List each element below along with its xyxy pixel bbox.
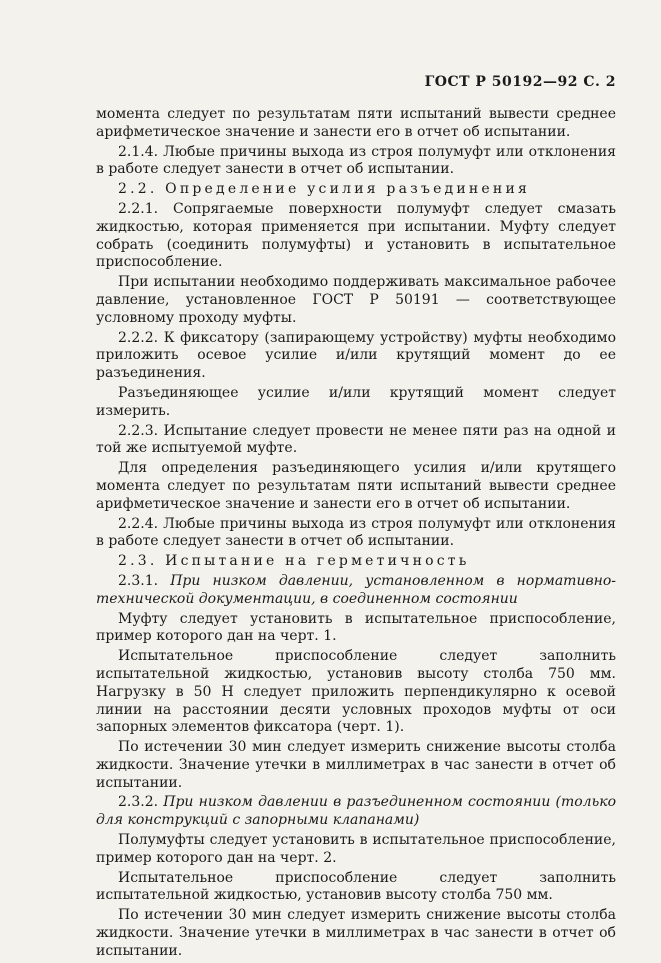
paragraph-fill-2: Испытательное приспособление следует заполнить испытательной жидкостью, установив высоту столба 750 мм. xyxy=(96,869,616,904)
paragraph-average: Для определения разъединяющего усилия и/или крутящего момента следует по результатам пяти испытаний вывести среднее арифметическое значение и занести его в отчет об испытании. xyxy=(96,460,616,512)
paragraph-leak-2: По истечении 30 мин следует измерить снижение высоты столба жидкости. Значение утечки в миллиметрах в час занести в отчет об испытании. xyxy=(96,907,616,959)
clause-2-3-2 xyxy=(96,794,616,830)
paragraph-measure: Разъединяющее усилие и/или крутящий момент следует измерить. xyxy=(96,384,616,419)
clause-2-3-1 xyxy=(96,573,616,609)
clause-number: 2.3.1. xyxy=(118,572,159,589)
paragraph-fill-1: Испытательное приспособление следует заполнить испытательной жидкостью, установив высоту столба 750 мм. Нагрузку в 50 Н следует приложить перпендикулярно к осевой линии на расстоянии десяти условных проходов муфты от оси запорных элементов фиксатора (черт. 1). xyxy=(96,648,616,736)
clause-title-italic: При низком давлении, установленном в нормативно-технической документации, в соединенном состоянии xyxy=(96,572,616,607)
clause-2-1-4: 2.1.4. Любые причины выхода из строя полумуфт или отклонения в работе следует занести в отчет об испытании. xyxy=(96,143,616,178)
clause-2-2-1: 2.2.1. Сопрягаемые поверхности полумуфт следует смазать жидкостью, которая применяется при испытании. Муфту следует собрать (соединить полумуфты) и установить в испытательное приспособление. xyxy=(96,200,616,271)
paragraph-install-2: Полумуфты следует установить в испытательное приспособление, пример которого дан на черт. 2. xyxy=(96,832,616,866)
clause-2-2-4: 2.2.4. Любые причины выхода из строя полумуфт или отклонения в работе следует занести в отчет об испытании. xyxy=(96,515,616,550)
clause-2-2-3: 2.2.3. Испытание следует провести не менее пяти раз на одной и той же испытуемой муфте. xyxy=(96,422,616,457)
clause-number: 2.3.2. xyxy=(118,794,159,811)
paragraph-leak-1: По истечении 30 мин следует измерить снижение высоты столба жидкости. Значение утечки в миллиметрах в час занести в отчет об испытании. xyxy=(96,739,616,791)
section-heading-2-2: 2.2. Определение усилия разъединения xyxy=(118,181,531,198)
paragraph-install-1: Муфту следует установить в испытательное приспособление, пример которого дан на черт. 1. xyxy=(96,610,616,645)
page-header: ГОСТ Р 50192—92 С. 2 xyxy=(424,74,616,90)
clause-2-2-2: 2.2.2. К фиксатору (запирающему устройству) муфты необходимо приложить осевое усилие и/или крутящий момент до ее разъединения. xyxy=(96,329,616,382)
paragraph-pressure: При испытании необходимо поддерживать максимальное рабочее давление, установленное ГОСТ Р 50191 — соответствующее условному проходу муфты. xyxy=(96,274,616,326)
clause-title-italic: При низком давлении в разъединенном состоянии (только для конструкций с запорными клапанами) xyxy=(96,794,617,829)
document-body xyxy=(96,106,616,963)
paragraph-continuation: момента следует по результатам пяти испытаний вывести среднее арифметическое значение и занести его в отчет об испытании. xyxy=(96,106,616,140)
section-heading-2-3: 2.3. Испытание на герметичность xyxy=(118,553,470,570)
